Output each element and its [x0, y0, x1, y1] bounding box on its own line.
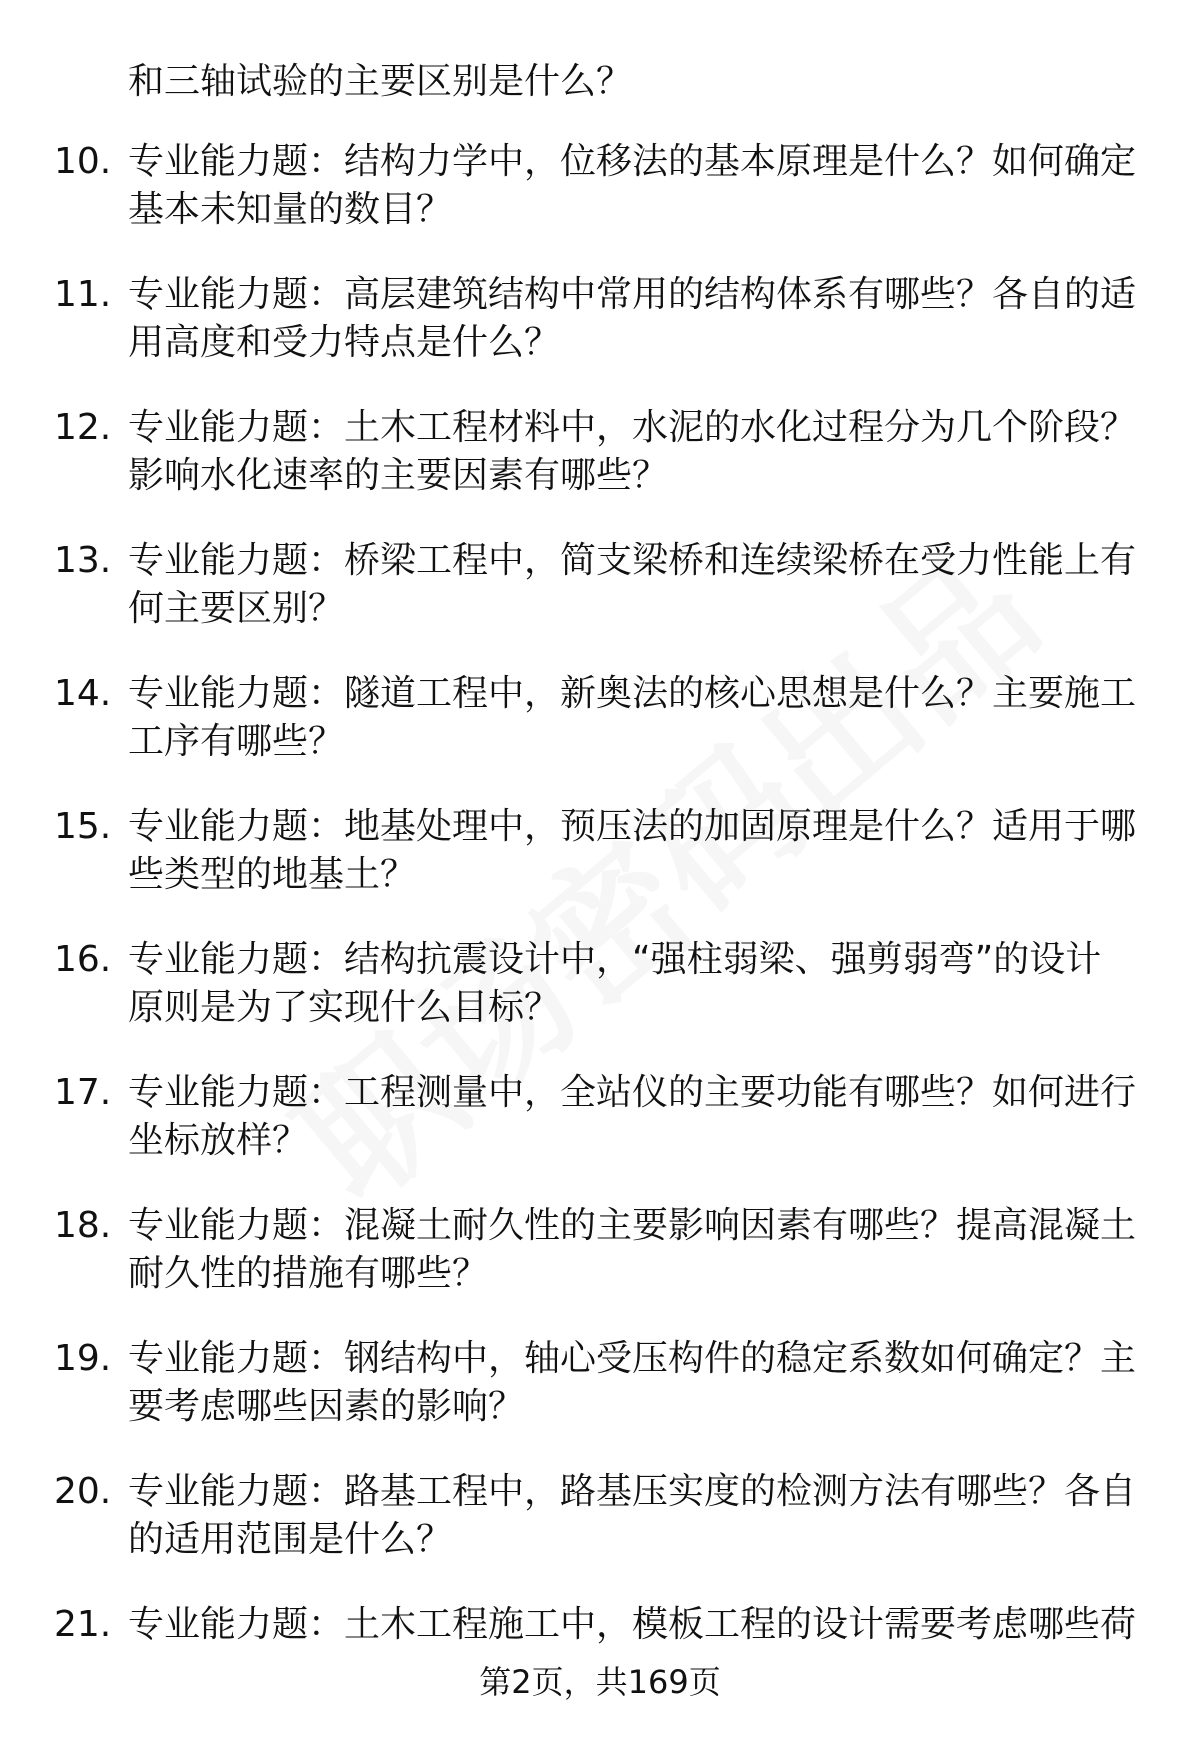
question-line: 原则是为了实现什么目标？	[128, 987, 561, 1028]
question-text	[128, 271, 1138, 367]
question-number: 10.	[54, 141, 112, 182]
question-text	[128, 404, 1138, 500]
question-line: 的适用范围是什么？	[128, 1519, 453, 1560]
question-number: 17.	[54, 1072, 112, 1113]
question-line: 何主要区别？	[128, 588, 345, 629]
question-text	[128, 1335, 1138, 1431]
list-item	[0, 1335, 1200, 1468]
question-line: 专业能力题：工程测量中，全站仪的主要功能有哪些？如何进行	[128, 1072, 1137, 1113]
list-item	[0, 404, 1200, 537]
question-text	[128, 1601, 1138, 1649]
page-footer: 第2页，共169页	[479, 1663, 721, 1701]
question-text	[128, 1069, 1138, 1165]
continued-question-text: 和三轴试验的主要区别是什么？	[128, 61, 633, 102]
list-item	[0, 271, 1200, 404]
question-number: 20.	[54, 1471, 112, 1512]
question-line: 专业能力题：混凝土耐久性的主要影响因素有哪些？提高混凝土	[128, 1205, 1137, 1246]
question-number: 13.	[54, 540, 112, 581]
list-item	[0, 138, 1200, 271]
question-text	[128, 138, 1138, 234]
question-number: 15.	[54, 806, 112, 847]
question-line: 些类型的地基土？	[128, 854, 417, 895]
question-line: 工序有哪些？	[128, 721, 345, 762]
list-item	[0, 1202, 1200, 1335]
question-line: 专业能力题：钢结构中，轴心受压构件的稳定系数如何确定？主	[128, 1338, 1137, 1379]
question-number: 19.	[54, 1338, 112, 1379]
list-item	[0, 670, 1200, 803]
question-text	[128, 670, 1138, 766]
question-text	[128, 936, 1138, 1032]
list-item	[0, 936, 1200, 1069]
question-line: 用高度和受力特点是什么？	[128, 322, 561, 363]
question-line: 要考虑哪些因素的影响？	[128, 1386, 525, 1427]
list-item	[0, 1069, 1200, 1202]
question-line: 耐久性的措施有哪些？	[128, 1253, 489, 1294]
question-line: 专业能力题：桥梁工程中，简支梁桥和连续梁桥在受力性能上有	[128, 540, 1137, 581]
question-number: 16.	[54, 939, 112, 980]
question-line: 专业能力题：隧道工程中，新奥法的核心思想是什么？主要施工	[128, 673, 1137, 714]
question-text	[128, 1202, 1138, 1298]
question-line: 坐标放样？	[128, 1120, 309, 1161]
question-number: 12.	[54, 407, 112, 448]
question-line: 基本未知量的数目？	[128, 189, 453, 230]
question-line: 专业能力题：土木工程施工中，模板工程的设计需要考虑哪些荷	[128, 1604, 1137, 1645]
question-line: 专业能力题：结构力学中，位移法的基本原理是什么？如何确定	[128, 141, 1137, 182]
question-line: 专业能力题：路基工程中，路基压实度的检测方法有哪些？各自	[128, 1471, 1137, 1512]
question-number: 18.	[54, 1205, 112, 1246]
list-item	[0, 803, 1200, 936]
question-line: 专业能力题：土木工程材料中，水泥的水化过程分为几个阶段？	[128, 407, 1137, 448]
question-number: 11.	[54, 274, 112, 315]
question-number: 21.	[54, 1604, 112, 1645]
question-text	[128, 803, 1138, 899]
question-line: 专业能力题：高层建筑结构中常用的结构体系有哪些？各自的适	[128, 274, 1137, 315]
question-text	[128, 1468, 1138, 1564]
list-item	[0, 537, 1200, 670]
question-line: 专业能力题：地基处理中，预压法的加固原理是什么？适用于哪	[128, 806, 1137, 847]
question-text	[128, 537, 1138, 633]
list-item	[0, 1468, 1200, 1601]
question-line: 影响水化速率的主要因素有哪些？	[128, 455, 669, 496]
question-line: 专业能力题：结构抗震设计中，“强柱弱梁、强剪弱弯”的设计	[128, 939, 1102, 980]
question-number: 14.	[54, 673, 112, 714]
question-list	[0, 138, 1200, 1734]
